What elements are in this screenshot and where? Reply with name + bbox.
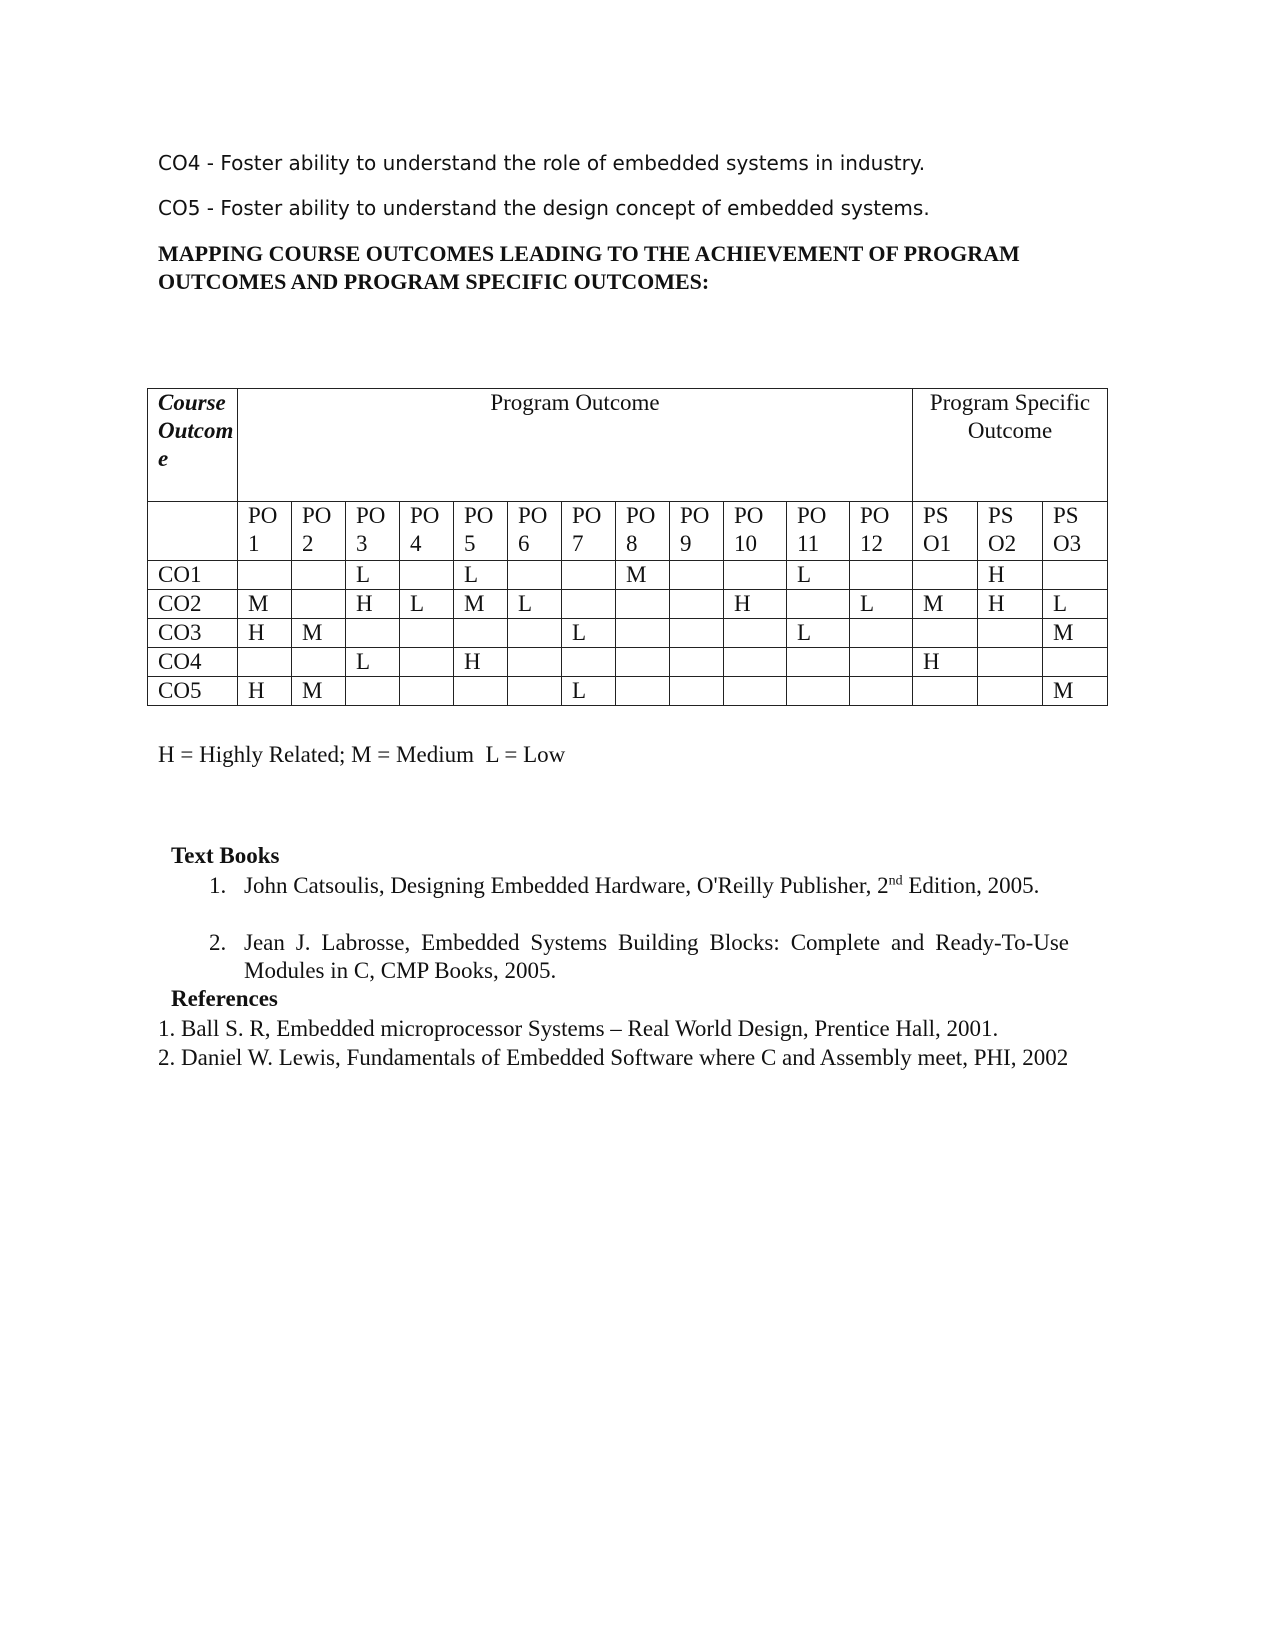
text-book-text-tail: Edition, 2005.	[902, 873, 1040, 898]
reference-item: 1. Ball S. R, Embedded microprocessor Systems – Real World Design, Prentice Hall, 2001.	[158, 1016, 999, 1041]
mapping-cell	[1043, 648, 1108, 677]
mapping-cell: M	[454, 590, 508, 619]
row-label: CO4	[148, 648, 238, 677]
mapping-cell	[670, 648, 724, 677]
mapping-cell: H	[913, 648, 978, 677]
column-header: PO 9	[670, 502, 724, 561]
mapping-cell	[454, 677, 508, 706]
column-header: PO 1	[238, 502, 292, 561]
mapping-cell: H	[724, 590, 787, 619]
mapping-cell	[724, 648, 787, 677]
table-row	[148, 648, 1108, 677]
mapping-cell: M	[1043, 619, 1108, 648]
mapping-cell: H	[238, 619, 292, 648]
mapping-cell: M	[1043, 677, 1108, 706]
mapping-cell: L	[346, 561, 400, 590]
mapping-cell	[913, 561, 978, 590]
column-header: PS O3	[1043, 502, 1108, 561]
mapping-cell	[562, 561, 616, 590]
table-row	[148, 590, 1108, 619]
mapping-cell	[850, 677, 913, 706]
mapping-cell	[978, 619, 1043, 648]
mapping-cell	[400, 677, 454, 706]
mapping-cell: L	[1043, 590, 1108, 619]
mapping-cell: L	[346, 648, 400, 677]
mapping-cell	[508, 619, 562, 648]
mapping-cell	[346, 619, 400, 648]
column-header: PO 5	[454, 502, 508, 561]
mapping-cell	[562, 590, 616, 619]
mapping-cell	[454, 619, 508, 648]
mapping-table	[147, 388, 1108, 706]
text-books-title: Text Books	[171, 843, 280, 868]
column-header: PO 2	[292, 502, 346, 561]
mapping-cell: M	[238, 590, 292, 619]
text-book-item	[209, 872, 1069, 900]
mapping-cell	[850, 648, 913, 677]
mapping-cell: H	[346, 590, 400, 619]
column-header: PO 6	[508, 502, 562, 561]
mapping-cell	[787, 590, 850, 619]
mapping-cell	[787, 677, 850, 706]
blank-cell	[148, 502, 238, 561]
mapping-cell: H	[238, 677, 292, 706]
table-row	[148, 677, 1108, 706]
column-header: PO 3	[346, 502, 400, 561]
mapping-cell	[978, 677, 1043, 706]
column-header: PO 10	[724, 502, 787, 561]
mapping-cell	[850, 561, 913, 590]
mapping-cell	[850, 619, 913, 648]
mapping-cell	[670, 677, 724, 706]
mapping-cell	[400, 619, 454, 648]
mapping-cell	[913, 677, 978, 706]
column-header: PO 7	[562, 502, 616, 561]
course-outcome-co5: CO5 - Foster ability to understand the design concept of embedded systems.	[158, 196, 930, 220]
program-specific-outcome-header: Program Specific Outcome	[913, 389, 1108, 502]
text-book-text: John Catsoulis, Designing Embedded Hardware, O'Reilly Publisher, 2	[244, 873, 889, 898]
mapping-cell	[238, 648, 292, 677]
references-title: References	[171, 986, 278, 1011]
list-number: 2.	[209, 930, 227, 955]
mapping-cell	[616, 590, 670, 619]
row-label: CO1	[148, 561, 238, 590]
mapping-cell: L	[787, 561, 850, 590]
mapping-cell: M	[292, 619, 346, 648]
mapping-cell	[508, 561, 562, 590]
mapping-cell: M	[616, 561, 670, 590]
mapping-cell: L	[562, 619, 616, 648]
mapping-cell	[292, 648, 346, 677]
reference-item: 2. Daniel W. Lewis, Fundamentals of Embedded Software where C and Assembly meet, PHI, 2002	[158, 1045, 1069, 1070]
mapping-cell	[508, 677, 562, 706]
table-row	[148, 561, 1108, 590]
mapping-cell	[616, 677, 670, 706]
course-outcome-header: Course Outcome	[148, 389, 238, 502]
mapping-cell	[724, 561, 787, 590]
text-book-item	[209, 929, 1069, 985]
column-header: PO 12	[850, 502, 913, 561]
mapping-cell	[670, 619, 724, 648]
mapping-cell	[562, 648, 616, 677]
mapping-cell	[724, 619, 787, 648]
mapping-cell	[978, 648, 1043, 677]
column-header: PS O2	[978, 502, 1043, 561]
column-header: PO 8	[616, 502, 670, 561]
mapping-cell	[913, 619, 978, 648]
course-outcome-co4: CO4 - Foster ability to understand the role of embedded systems in industry.	[158, 151, 926, 175]
column-header: PO 11	[787, 502, 850, 561]
mapping-cell	[616, 648, 670, 677]
mapping-cell	[400, 561, 454, 590]
mapping-cell: L	[454, 561, 508, 590]
mapping-heading: MAPPING COURSE OUTCOMES LEADING TO THE ACHIEVEMENT OF PROGRAM OUTCOMES AND PROGRAM SPECIFIC OUTCOMES:	[158, 241, 1020, 294]
row-label: CO5	[148, 677, 238, 706]
mapping-cell	[670, 590, 724, 619]
program-outcome-header: Program Outcome	[238, 389, 913, 502]
column-header: PO 4	[400, 502, 454, 561]
mapping-cell	[787, 648, 850, 677]
mapping-cell	[724, 677, 787, 706]
list-number: 1.	[209, 873, 227, 898]
mapping-cell: L	[508, 590, 562, 619]
mapping-cell	[616, 619, 670, 648]
mapping-cell	[292, 590, 346, 619]
table-row	[148, 619, 1108, 648]
text-book-text: Jean J. Labrosse, Embedded Systems Building Blocks: Complete and Ready-To-Use Modules in C, CMP Books, 2005.	[244, 930, 1069, 983]
mapping-cell: H	[978, 590, 1043, 619]
row-label: CO2	[148, 590, 238, 619]
mapping-cell: L	[562, 677, 616, 706]
mapping-cell	[1043, 561, 1108, 590]
mapping-cell: M	[292, 677, 346, 706]
mapping-cell	[400, 648, 454, 677]
column-header: PS O1	[913, 502, 978, 561]
mapping-cell	[292, 561, 346, 590]
mapping-cell	[670, 561, 724, 590]
legend: H = Highly Related; M = Medium L = Low	[158, 742, 566, 767]
mapping-cell: L	[400, 590, 454, 619]
mapping-cell	[346, 677, 400, 706]
mapping-cell: H	[454, 648, 508, 677]
mapping-cell: H	[978, 561, 1043, 590]
mapping-cell: M	[913, 590, 978, 619]
mapping-cell	[508, 648, 562, 677]
row-label: CO3	[148, 619, 238, 648]
mapping-cell: L	[787, 619, 850, 648]
mapping-cell	[238, 561, 292, 590]
mapping-cell: L	[850, 590, 913, 619]
superscript: nd	[888, 873, 903, 889]
